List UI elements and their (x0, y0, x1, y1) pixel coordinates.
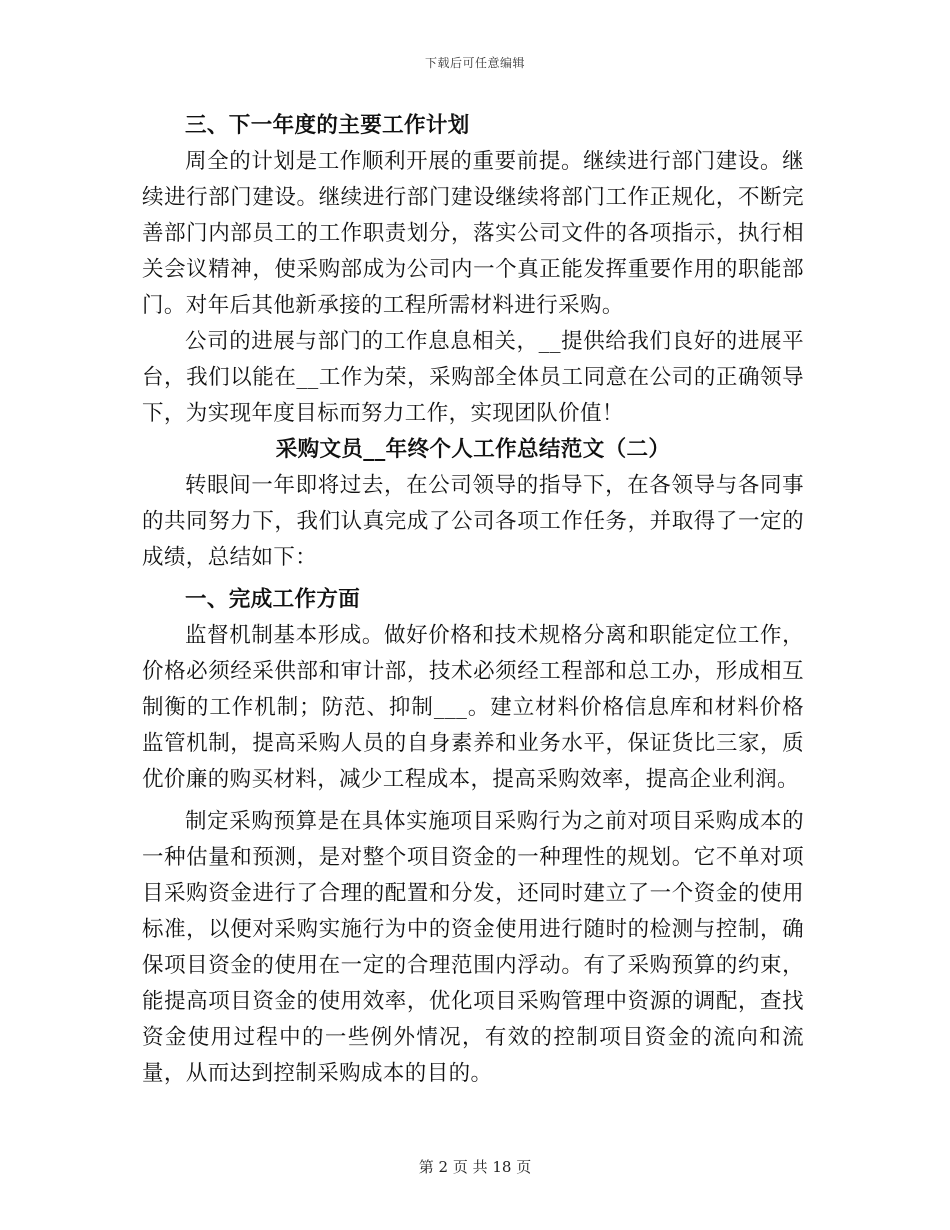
paragraph-intro: 转眼间一年即将过去，在公司领导的指导下，在各领导与各同事的共同努力下，我们认真完成了公司各项工作任务，并取得了一定的成绩，总结如下： (142, 473, 804, 570)
section-heading-work: 一、完成工作方面 (185, 587, 361, 612)
paragraph-work-2: 制定采购预算是在具体实施项目采购行为之前对项目采购成本的一种估量和预测，是对整个项目资金的一种理性的规划。它不单对项目采购资金进行了合理的配置和分发，还同时建立了一个资金的使用标准，以便对采购实施行为中的资金使用进行随时的检测与控制，确保项目资金的使用在一定的合理范围内浮动。有了采购预算的约束，能提高项目资金的使用效率，优化项目采购管理中资源的调配，查找资金使用过程中的一些例外情况，有效的控制项目资金的流向和流量，从而达到控制采购成本的目的。 (142, 809, 804, 1086)
document-title: 采购文员__年终个人工作总结范文（二） (275, 437, 671, 462)
document-body (142, 108, 804, 1092)
paragraph-plan-1: 周全的计划是工作顺利开展的重要前提。继续进行部门建设。继续进行部门建设。继续进行部门建设继续将部门工作正规化，不断完善部门内部员工的工作职责划分，落实公司文件的各项指示，执行相关会议精神，使采购部成为公司内一个真正能发挥重要作用的职能部门。对年后其他新承接的工程所需材料进行采购。 (142, 149, 804, 318)
section-heading-plan: 三、下一年度的主要工作计划 (185, 113, 470, 138)
page-footer: 第 2 页 共 18 页 (418, 1158, 532, 1176)
paragraph-plan-2: 公司的进展与部门的工作息息相关，__提供给我们良好的进展平台，我们以能在__工作为荣，采购部全体员工同意在公司的正确领导下，为实现年度目标而努力工作，实现团队价值！ (142, 329, 804, 426)
paragraph-work-1: 监督机制基本形成。做好价格和技术规格分离和职能定位工作，价格必须经采供部和审计部，技术必须经工程部和总工办，形成相互制衡的工作机制；防范、抑制___。建立材料价格信息库和材料价格监管机制，提高采购人员的自身素养和业务水平，保证货比三家，质优价廉的购买材料，减少工程成本，提高采购效率，提高企业利润。 (142, 623, 804, 792)
page-header-note: 下载后可任意编辑 (424, 56, 525, 70)
